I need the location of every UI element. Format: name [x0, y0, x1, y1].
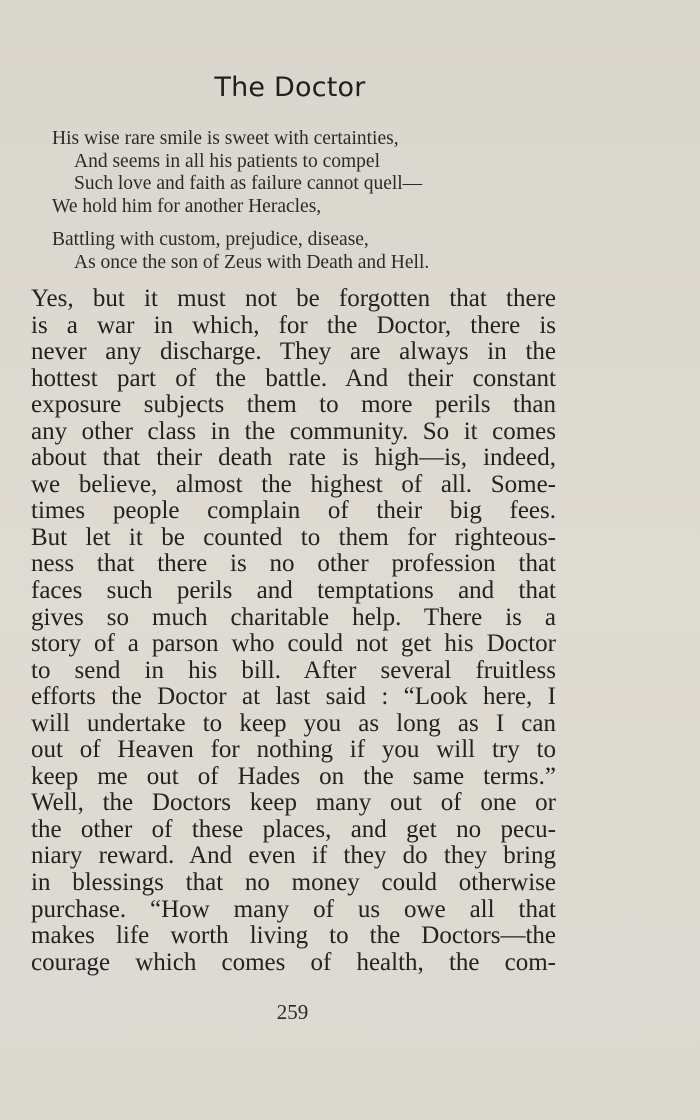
- prose-paragraph: [31, 286, 556, 976]
- prose-line: any other class in the community. So it comes: [31, 417, 556, 445]
- running-head: The Doctor: [214, 72, 366, 103]
- prose-line: Yes, but it must not be forgotten that there: [31, 285, 556, 312]
- prose-line: faces such perils and temptations and that: [31, 577, 556, 605]
- page-number: 259: [276, 1000, 309, 1024]
- verse-line: Battling with custom, prejudice, disease,: [52, 229, 369, 250]
- prose-line: Well, the Doctors keep many out of one or: [31, 789, 556, 817]
- verse-line: We hold him for another Heracles,: [52, 195, 322, 217]
- prose-line: niary reward. And even if they do they bring: [31, 842, 556, 870]
- prose-line: makes life worth living to the Doctors—the: [31, 922, 556, 950]
- verse-epigraph: [52, 128, 552, 274]
- prose-line: efforts the Doctor at last said : “Look here, I: [31, 683, 556, 711]
- prose-line: about that their death rate is high—is, indeed,: [31, 444, 556, 472]
- prose-line: never any discharge. They are always in the: [31, 338, 556, 366]
- prose-line: out of Heaven for nothing if you will try to: [31, 736, 556, 764]
- verse-line: And seems in all his patients to compel: [74, 150, 380, 172]
- prose-line: hottest part of the battle. And their constant: [31, 364, 556, 392]
- verse-line: Such love and faith as failure cannot quell—: [74, 173, 423, 194]
- prose-line: story of a parson who could not get his Doctor: [31, 630, 556, 658]
- prose-line: ness that there is no other profession that: [31, 550, 556, 578]
- prose-line: But let it be counted to them for righteous-: [31, 523, 556, 551]
- stanza-gap: [52, 218, 552, 229]
- prose-line: in blessings that no money could otherwise: [31, 869, 556, 897]
- prose-line: times people complain of their big fees.: [31, 497, 556, 525]
- prose-line: is a war in which, for the Doctor, there is: [31, 311, 556, 339]
- prose-line: keep me out of Hades on the same terms.”: [31, 762, 556, 790]
- prose-line: courage which comes of health, the com-: [31, 948, 556, 976]
- verse-line: His wise rare smile is sweet with certainties,: [52, 128, 399, 149]
- prose-line: the other of these places, and get no pecu-: [31, 815, 556, 843]
- prose-line: to send in his bill. After several fruitless: [31, 656, 556, 684]
- prose-line: exposure subjects them to more perils than: [31, 391, 556, 419]
- prose-line: will undertake to keep you as long as I can: [31, 709, 556, 737]
- prose-line: gives so much charitable help. There is a: [31, 603, 556, 631]
- prose-line: purchase. “How many of us owe all that: [31, 895, 556, 923]
- verse-line: As once the son of Zeus with Death and Hell.: [74, 251, 430, 273]
- prose-line: we believe, almost the highest of all. Some-: [31, 470, 556, 498]
